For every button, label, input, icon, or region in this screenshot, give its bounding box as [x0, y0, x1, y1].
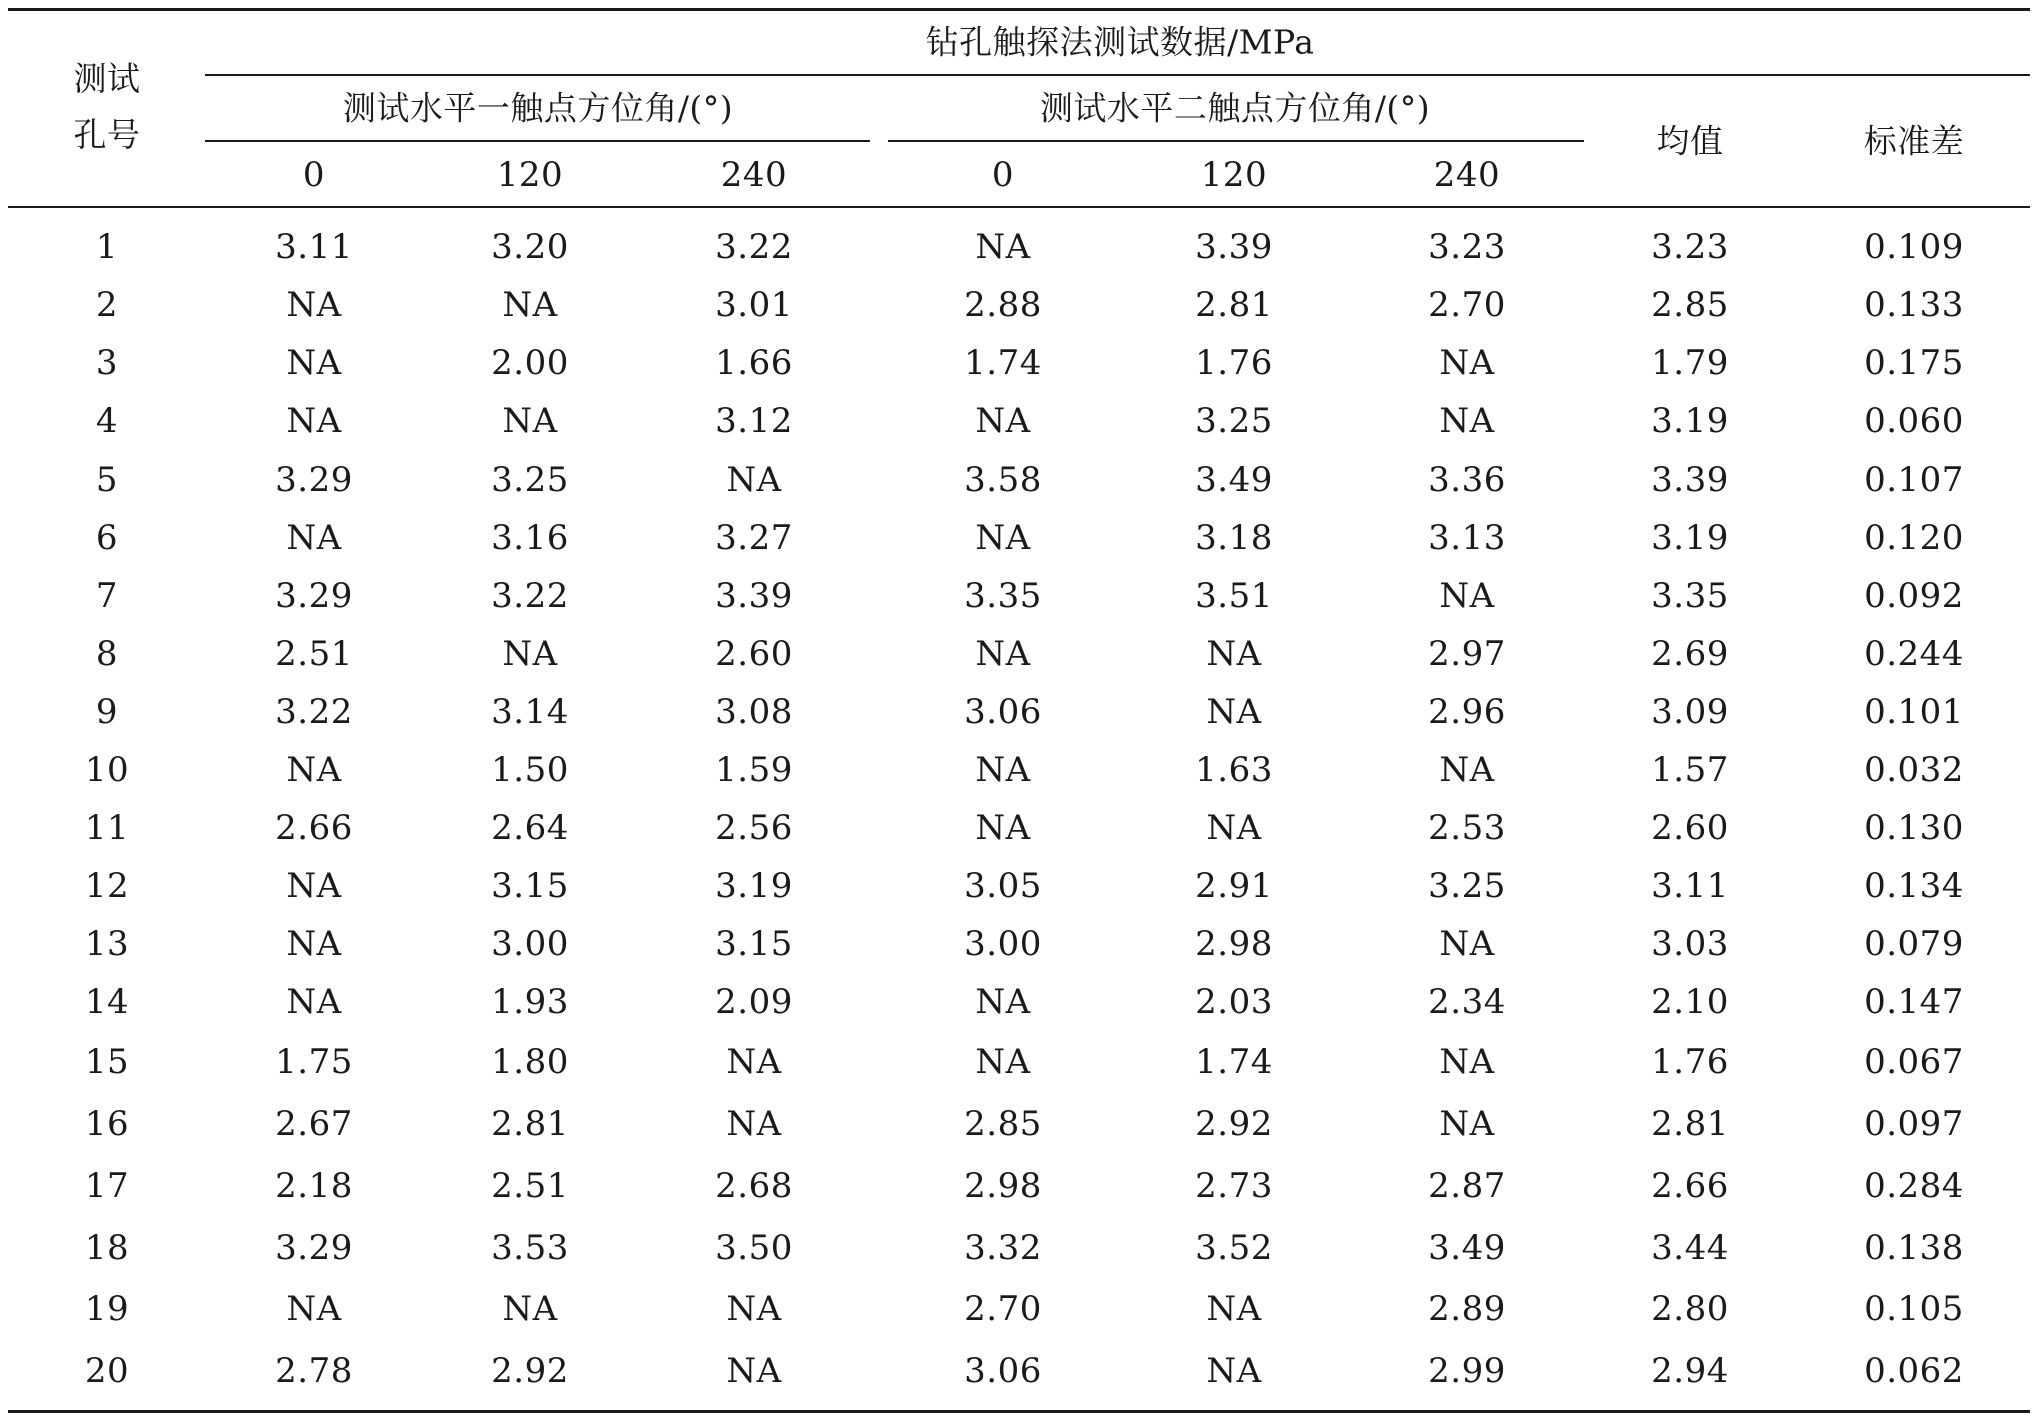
cell-level1-120: 3.20: [491, 227, 569, 267]
cell-level2-0: 3.06: [964, 692, 1042, 732]
level1-angle-240: 240: [720, 155, 788, 195]
cell-level1-120: 3.25: [491, 460, 569, 500]
cell-level1-240: NA: [726, 1042, 782, 1082]
cell-std: 0.130: [1864, 808, 1964, 848]
cell-level1-0: NA: [286, 518, 342, 558]
cell-level2-0: 3.00: [964, 924, 1042, 964]
cell-level1-0: 2.78: [275, 1351, 353, 1391]
cell-level2-120: 2.81: [1195, 285, 1273, 325]
cell-level1-120: 2.51: [491, 1166, 569, 1206]
cell-level1-0: 2.66: [275, 808, 353, 848]
bottom-rule: [8, 1410, 2030, 1413]
cell-level2-120: 3.18: [1195, 518, 1273, 558]
cell-level2-120: 3.52: [1195, 1228, 1273, 1268]
cell-level2-120: 3.49: [1195, 460, 1273, 500]
cell-level2-120: 1.76: [1195, 343, 1273, 383]
cell-test-hole-id: 2: [95, 285, 119, 325]
mean-header: 均值: [1656, 121, 1724, 161]
cell-level1-0: NA: [286, 401, 342, 441]
cell-level2-120: 2.91: [1195, 866, 1273, 906]
cell-level2-120: 2.92: [1195, 1104, 1273, 1144]
id-column-header-line2: 孔号: [73, 115, 141, 154]
cell-level2-120: 3.51: [1195, 576, 1273, 616]
cell-level1-240: 2.56: [715, 808, 793, 848]
cell-mean: 3.39: [1651, 460, 1729, 500]
cell-level2-240: NA: [1439, 576, 1495, 616]
cell-level1-240: 3.50: [715, 1228, 793, 1268]
cell-std: 0.133: [1864, 285, 1964, 325]
cell-level1-240: NA: [726, 460, 782, 500]
cell-test-hole-id: 15: [84, 1042, 130, 1082]
cell-level2-240: 2.87: [1428, 1166, 1506, 1206]
cell-mean: 3.11: [1651, 866, 1729, 906]
cell-level2-0: NA: [975, 634, 1031, 674]
cell-level1-0: NA: [286, 1289, 342, 1329]
cell-level2-120: 3.25: [1195, 401, 1273, 441]
cell-test-hole-id: 1: [95, 227, 119, 267]
cell-level2-0: NA: [975, 982, 1031, 1022]
cell-mean: 2.66: [1651, 1166, 1729, 1206]
cell-mean: 2.81: [1651, 1104, 1729, 1144]
cell-level2-0: NA: [975, 227, 1031, 267]
cell-level2-240: 3.23: [1428, 227, 1506, 267]
cell-level1-120: 3.14: [491, 692, 569, 732]
cell-std: 0.032: [1864, 750, 1964, 790]
cell-level2-120: NA: [1206, 692, 1262, 732]
cell-std: 0.079: [1864, 924, 1964, 964]
cell-level2-240: 2.53: [1428, 808, 1506, 848]
cell-level1-0: 3.11: [275, 227, 353, 267]
level1-angle-120: 120: [496, 155, 564, 195]
level2-angle-240: 240: [1433, 155, 1501, 195]
cell-test-hole-id: 3: [95, 343, 119, 383]
cell-test-hole-id: 20: [84, 1351, 130, 1391]
cell-level1-240: 3.27: [715, 518, 793, 558]
cell-level1-0: NA: [286, 924, 342, 964]
cell-level1-120: 3.22: [491, 576, 569, 616]
cell-level2-120: 2.03: [1195, 982, 1273, 1022]
level2-title: 测试水平二触点方位角/(°): [1039, 88, 1431, 128]
cell-mean: 3.23: [1651, 227, 1729, 267]
cell-std: 0.067: [1864, 1042, 1964, 1082]
cell-level2-0: NA: [975, 401, 1031, 441]
cell-std: 0.101: [1864, 692, 1964, 732]
cell-level1-0: 3.29: [275, 576, 353, 616]
level2-header-rule: [888, 140, 1584, 142]
cell-level2-0: 3.05: [964, 866, 1042, 906]
cell-level1-120: 3.00: [491, 924, 569, 964]
cell-level1-120: 1.93: [491, 982, 569, 1022]
cell-test-hole-id: 5: [95, 460, 119, 500]
cell-level1-240: NA: [726, 1351, 782, 1391]
cell-test-hole-id: 19: [84, 1289, 130, 1329]
cell-std: 0.109: [1864, 227, 1964, 267]
cell-mean: 3.35: [1651, 576, 1729, 616]
cell-level2-0: 3.35: [964, 576, 1042, 616]
cell-level1-120: NA: [502, 285, 558, 325]
cell-level1-240: 3.39: [715, 576, 793, 616]
cell-level2-240: NA: [1439, 750, 1495, 790]
cell-level2-120: NA: [1206, 808, 1262, 848]
cell-level1-0: 1.75: [275, 1042, 353, 1082]
cell-level2-0: NA: [975, 1042, 1031, 1082]
cell-mean: 3.03: [1651, 924, 1729, 964]
cell-mean: 1.79: [1651, 343, 1729, 383]
cell-test-hole-id: 8: [95, 634, 119, 674]
cell-level2-0: 1.74: [964, 343, 1042, 383]
top-rule: [8, 8, 2030, 11]
cell-level1-240: NA: [726, 1289, 782, 1329]
cell-std: 0.105: [1864, 1289, 1964, 1329]
cell-mean: 1.57: [1651, 750, 1729, 790]
cell-test-hole-id: 16: [84, 1104, 130, 1144]
cell-level1-240: 3.08: [715, 692, 793, 732]
level1-header-rule: [205, 140, 870, 142]
cell-mean: 3.19: [1651, 518, 1729, 558]
cell-level2-240: 3.25: [1428, 866, 1506, 906]
cell-level2-120: NA: [1206, 1289, 1262, 1329]
cell-test-hole-id: 17: [84, 1166, 130, 1206]
cell-level1-120: 3.53: [491, 1228, 569, 1268]
cell-level1-0: 3.29: [275, 460, 353, 500]
cell-mean: 2.80: [1651, 1289, 1729, 1329]
cell-level2-120: 3.39: [1195, 227, 1273, 267]
cell-mean: 2.60: [1651, 808, 1729, 848]
cell-level1-240: 3.12: [715, 401, 793, 441]
cell-level1-120: 2.81: [491, 1104, 569, 1144]
group-header-rule: [205, 74, 2030, 76]
level2-angle-120: 120: [1200, 155, 1268, 195]
cell-level2-240: NA: [1439, 401, 1495, 441]
cell-level1-240: 3.15: [715, 924, 793, 964]
cell-mean: 2.69: [1651, 634, 1729, 674]
cell-std: 0.175: [1864, 343, 1964, 383]
cell-level2-0: 2.70: [964, 1289, 1042, 1329]
cell-level2-120: 2.73: [1195, 1166, 1273, 1206]
std-header: 标准差: [1863, 121, 1965, 161]
cell-test-hole-id: 18: [84, 1228, 130, 1268]
cell-level2-240: NA: [1439, 1104, 1495, 1144]
cell-level2-240: NA: [1439, 924, 1495, 964]
cell-level1-0: 3.22: [275, 692, 353, 732]
cell-mean: 1.76: [1651, 1042, 1729, 1082]
cell-level1-0: NA: [286, 982, 342, 1022]
cell-std: 0.284: [1864, 1166, 1964, 1206]
cell-level1-0: NA: [286, 343, 342, 383]
cell-level2-0: 3.32: [964, 1228, 1042, 1268]
cell-level2-240: 2.34: [1428, 982, 1506, 1022]
cell-level1-120: NA: [502, 401, 558, 441]
header-bottom-rule: [8, 206, 2030, 208]
cell-mean: 2.10: [1651, 982, 1729, 1022]
cell-level1-120: 1.80: [491, 1042, 569, 1082]
group-title: 钻孔触探法测试数据/MPa: [925, 22, 1315, 62]
cell-level1-120: 3.16: [491, 518, 569, 558]
cell-level1-0: 2.18: [275, 1166, 353, 1206]
cell-level1-0: NA: [286, 285, 342, 325]
cell-level1-0: 2.51: [275, 634, 353, 674]
cell-level1-120: 2.00: [491, 343, 569, 383]
cell-test-hole-id: 11: [84, 808, 130, 848]
cell-test-hole-id: 6: [95, 518, 119, 558]
cell-test-hole-id: 4: [95, 401, 119, 441]
cell-level2-0: NA: [975, 808, 1031, 848]
cell-level1-120: 2.92: [491, 1351, 569, 1391]
cell-level1-240: 3.19: [715, 866, 793, 906]
cell-level2-0: 2.85: [964, 1104, 1042, 1144]
cell-level1-240: 2.09: [715, 982, 793, 1022]
cell-std: 0.060: [1864, 401, 1964, 441]
cell-level1-240: NA: [726, 1104, 782, 1144]
cell-level2-240: 3.49: [1428, 1228, 1506, 1268]
cell-std: 0.147: [1864, 982, 1964, 1022]
cell-std: 0.138: [1864, 1228, 1964, 1268]
cell-level1-240: 2.60: [715, 634, 793, 674]
cell-level2-0: NA: [975, 518, 1031, 558]
cell-level2-0: 2.88: [964, 285, 1042, 325]
cell-level2-120: NA: [1206, 634, 1262, 674]
cell-mean: 2.94: [1651, 1351, 1729, 1391]
cell-level2-0: NA: [975, 750, 1031, 790]
cell-level2-120: 1.63: [1195, 750, 1273, 790]
cell-test-hole-id: 12: [84, 866, 130, 906]
cell-std: 0.134: [1864, 866, 1964, 906]
cell-level1-120: 2.64: [491, 808, 569, 848]
cell-level2-240: 2.99: [1428, 1351, 1506, 1391]
cell-test-hole-id: 13: [84, 924, 130, 964]
cell-level1-240: 1.66: [715, 343, 793, 383]
cell-level2-240: NA: [1439, 343, 1495, 383]
cell-test-hole-id: 7: [95, 576, 119, 616]
level1-angle-0: 0: [302, 155, 326, 195]
cell-std: 0.120: [1864, 518, 1964, 558]
cell-level2-240: 2.97: [1428, 634, 1506, 674]
cell-level2-0: 3.58: [964, 460, 1042, 500]
cell-level1-120: 1.50: [491, 750, 569, 790]
cell-mean: 3.44: [1651, 1228, 1729, 1268]
cell-level2-120: 1.74: [1195, 1042, 1273, 1082]
id-column-header-line1: 测试: [73, 59, 141, 98]
cell-mean: 3.19: [1651, 401, 1729, 441]
cell-level2-120: NA: [1206, 1351, 1262, 1391]
cell-level1-120: 3.15: [491, 866, 569, 906]
cell-test-hole-id: 9: [95, 692, 119, 732]
cell-test-hole-id: 10: [84, 750, 130, 790]
cell-test-hole-id: 14: [84, 982, 130, 1022]
cell-level2-240: 3.36: [1428, 460, 1506, 500]
cell-mean: 3.09: [1651, 692, 1729, 732]
cell-level1-240: 1.59: [715, 750, 793, 790]
cell-level1-240: 2.68: [715, 1166, 793, 1206]
level1-title: 测试水平一触点方位角/(°): [342, 88, 734, 128]
cell-std: 0.244: [1864, 634, 1964, 674]
cell-level2-240: 2.70: [1428, 285, 1506, 325]
cell-std: 0.097: [1864, 1104, 1964, 1144]
cell-level1-120: NA: [502, 1289, 558, 1329]
cell-std: 0.062: [1864, 1351, 1964, 1391]
cell-level1-240: 3.01: [715, 285, 793, 325]
level2-angle-0: 0: [991, 155, 1015, 195]
cell-level2-240: 2.96: [1428, 692, 1506, 732]
cell-level1-0: NA: [286, 866, 342, 906]
cell-std: 0.092: [1864, 576, 1964, 616]
cell-level2-240: 2.89: [1428, 1289, 1506, 1329]
cell-std: 0.107: [1864, 460, 1964, 500]
cell-level2-0: 2.98: [964, 1166, 1042, 1206]
cell-level1-0: 3.29: [275, 1228, 353, 1268]
cell-level2-240: NA: [1439, 1042, 1495, 1082]
cell-level2-240: 3.13: [1428, 518, 1506, 558]
cell-level1-0: 2.67: [275, 1104, 353, 1144]
cell-level1-0: NA: [286, 750, 342, 790]
cell-level1-240: 3.22: [715, 227, 793, 267]
id-column-header: [74, 51, 141, 163]
cell-mean: 2.85: [1651, 285, 1729, 325]
cell-level2-120: 2.98: [1195, 924, 1273, 964]
cell-level2-0: 3.06: [964, 1351, 1042, 1391]
cell-level1-120: NA: [502, 634, 558, 674]
